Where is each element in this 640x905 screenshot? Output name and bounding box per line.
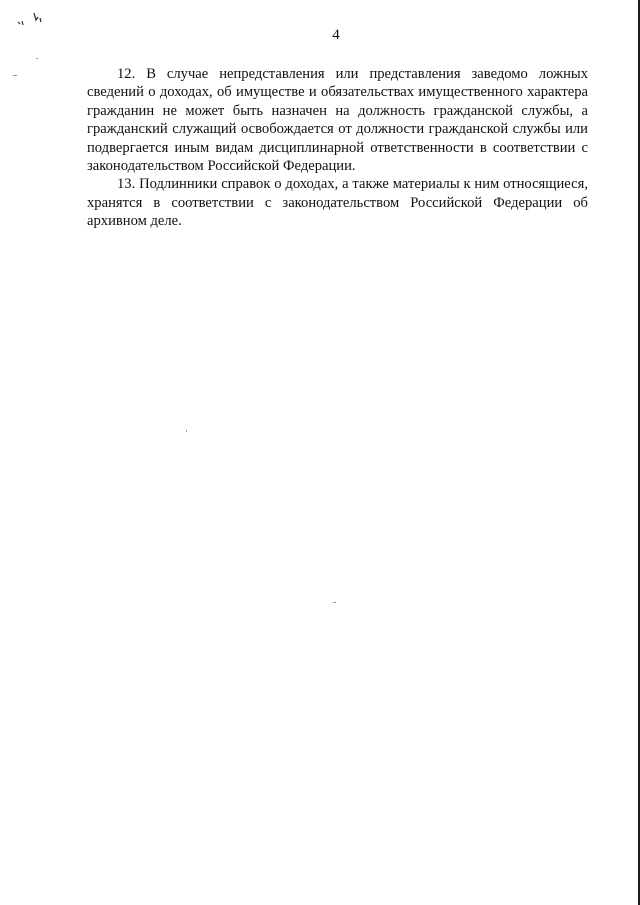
scan-speck: [186, 430, 187, 432]
page-number: 4: [332, 27, 340, 43]
paragraph-13: 13. Подлинники справок о доходах, а также материалы к ним относящиеся, хранятся в соответствии с законодательством Российской Федерации об архивном деле.: [87, 176, 588, 230]
paragraph-12: 12. В случае непредставления или представления заведомо ложных сведений о доходах, об имуществе и обязательствах имущественного характера гражданин не может быть назначен на должность гражданской службы, а гражданский служащий освобождается от должности гражданской службы или подвергается иным видам дисциплинарной ответственности в соответствии с законодательством Российской Федерации.: [87, 66, 588, 175]
document-body: [87, 65, 588, 231]
scan-speck: [13, 75, 17, 76]
scan-speck: [333, 602, 336, 603]
scan-speck: [36, 58, 38, 59]
